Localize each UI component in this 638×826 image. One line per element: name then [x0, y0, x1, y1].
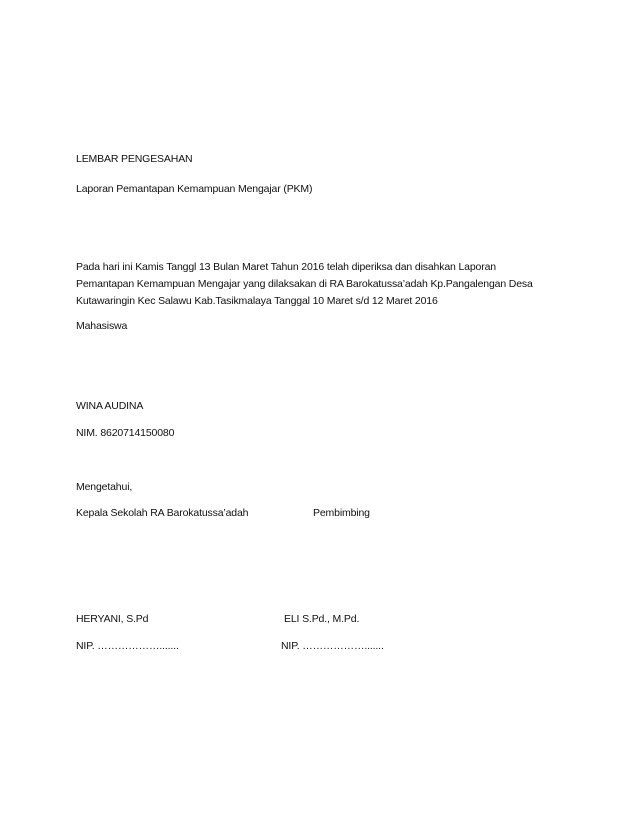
- head-nip: NIP. ……………….......: [76, 640, 179, 652]
- paragraph-line: Pemantapan Kemampuan Mengajar yang dilaksakan di RA Barokatussa’adah Kp.Pangalengan Desa: [76, 278, 533, 290]
- advisor-name: ELI S.Pd., M.Pd.: [284, 613, 360, 625]
- acknowledged-label: Mengetahui,: [76, 481, 133, 493]
- document-subtitle: Laporan Pemantapan Kemampuan Mengajar (PKM): [76, 183, 313, 195]
- head-title: Kepala Sekolah RA Barokatussa’adah: [76, 507, 249, 519]
- advisor-nip: NIP. ……………….......: [281, 640, 384, 652]
- student-label: Mahasiswa: [76, 320, 128, 332]
- student-nim: NIM. 8620714150080: [76, 427, 175, 439]
- head-name: HERYANI, S.Pd: [76, 613, 149, 625]
- student-name: WINA AUDINA: [76, 400, 144, 412]
- approval-paragraph: [76, 259, 556, 310]
- advisor-title: Pembimbing: [313, 507, 370, 519]
- document-title: LEMBAR PENGESAHAN: [76, 153, 193, 165]
- paragraph-line: Kutawaringin Kec Salawu Kab.Tasikmalaya Tanggal 10 Maret s/d 12 Maret 2016: [76, 295, 438, 307]
- paragraph-line: Pada hari ini Kamis Tanggl 13 Bulan Maret Tahun 2016 telah diperiksa dan disahkan Laporan: [76, 261, 496, 273]
